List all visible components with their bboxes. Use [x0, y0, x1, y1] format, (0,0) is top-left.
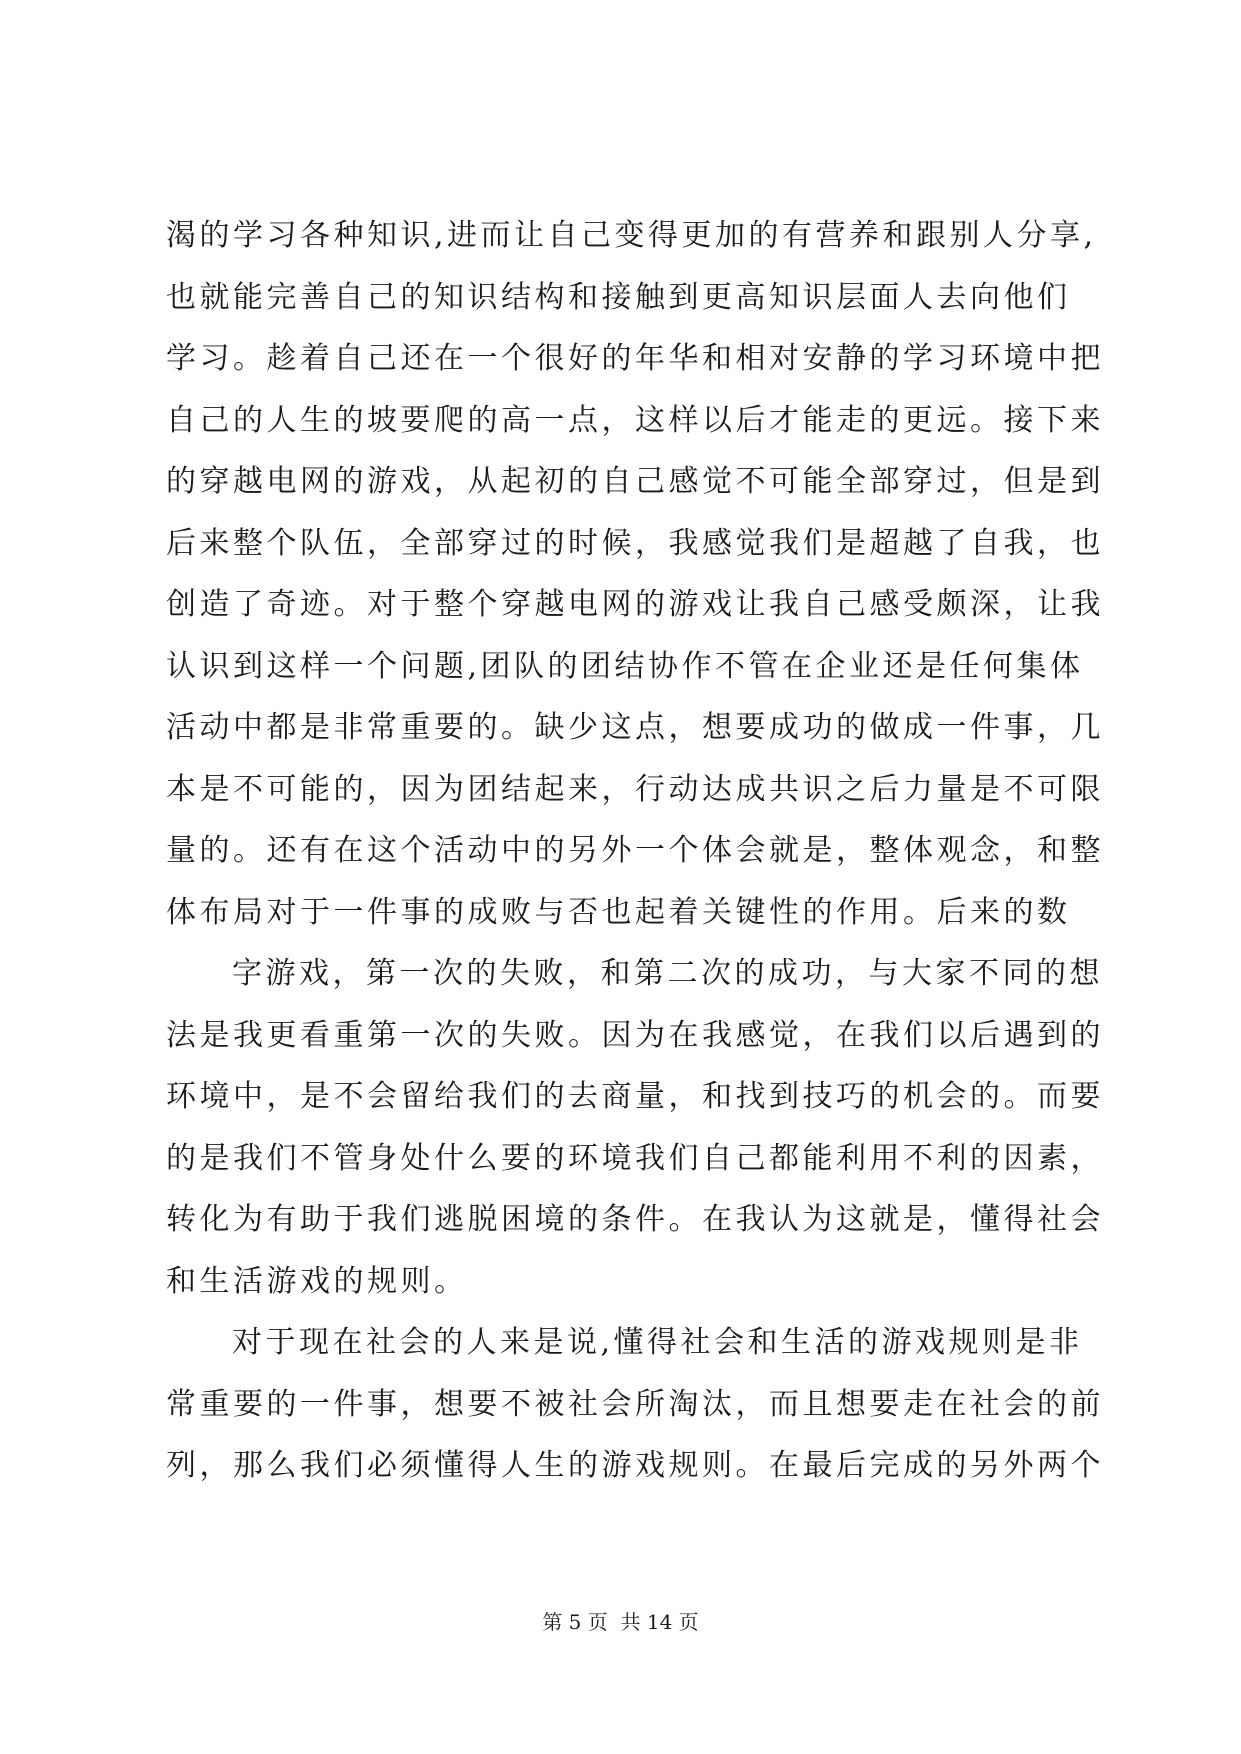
text-line: 活动中都是非常重要的。缺少这点，想要成功的做成一件事，几	[166, 710, 1104, 745]
text-line: 渴的学习各种知识,进而让自己变得更加的有营养和跟别人分享,	[166, 218, 1097, 253]
text-line: 后来整个队伍，全部穿过的时候，我感觉我们是超越了自我，也	[166, 525, 1104, 561]
document-body	[166, 205, 1106, 1497]
text-line: 自己的人生的坡要爬的高一点，这样以后才能走的更远。接下来	[166, 402, 1104, 438]
text-line: 和生活游戏的规则。	[166, 1263, 468, 1299]
text-line: 本是不可能的，因为团结起来，行动达成共识之后力量是不可限	[166, 771, 1104, 807]
text-line: 列，那么我们必须懂得人生的游戏规则。在最后完成的另外两个	[166, 1448, 1104, 1483]
text-line: 也就能完善自己的知识结构和接触到更高知识层面人去向他们	[166, 279, 1071, 315]
text-line: 学习。趁着自己还在一个很好的年华和相对安静的学习环境中把	[166, 341, 1104, 376]
text-line: 创造了奇迹。对于整个穿越电网的游戏让我自己感受颇深，让我	[166, 587, 1104, 622]
text-line: 认识到这样一个问题,团队的团结协作不管在企业还是任何集体	[166, 648, 1084, 684]
text-line: 的穿越电网的游戏，从起初的自己感觉不可能全部穿过，但是到	[166, 464, 1104, 499]
text-line: 转化为有助于我们逃脱困境的条件。在我认为这就是，懂得社会	[166, 1202, 1104, 1237]
text-line: 法是我更看重第一次的失败。因为在我感觉，在我们以后遇到的	[166, 1017, 1104, 1053]
text-line: 环境中，是不会留给我们的去商量，和找到技巧的机会的。而要	[166, 1079, 1104, 1114]
text-line: 量的。还有在这个活动中的另外一个体会就是，整体观念，和整	[166, 833, 1104, 868]
text-line: 字游戏，第一次的失败，和第二次的成功，与大家不同的想	[232, 956, 1103, 991]
text-line: 体布局对于一件事的成败与否也起着关键性的作用。后来的数	[166, 894, 1071, 930]
text-line: 的是我们不管身处什么要的环境我们自己都能利用不利的因素，	[166, 1140, 1104, 1176]
page-footer: 第 5 页 共 14 页	[542, 1610, 699, 1634]
text-line: 对于现在社会的人来是说,懂得社会和生活的游戏规则是非	[232, 1325, 1083, 1360]
text-line: 常重要的一件事，想要不被社会所淘汰，而且想要走在社会的前	[166, 1386, 1104, 1422]
